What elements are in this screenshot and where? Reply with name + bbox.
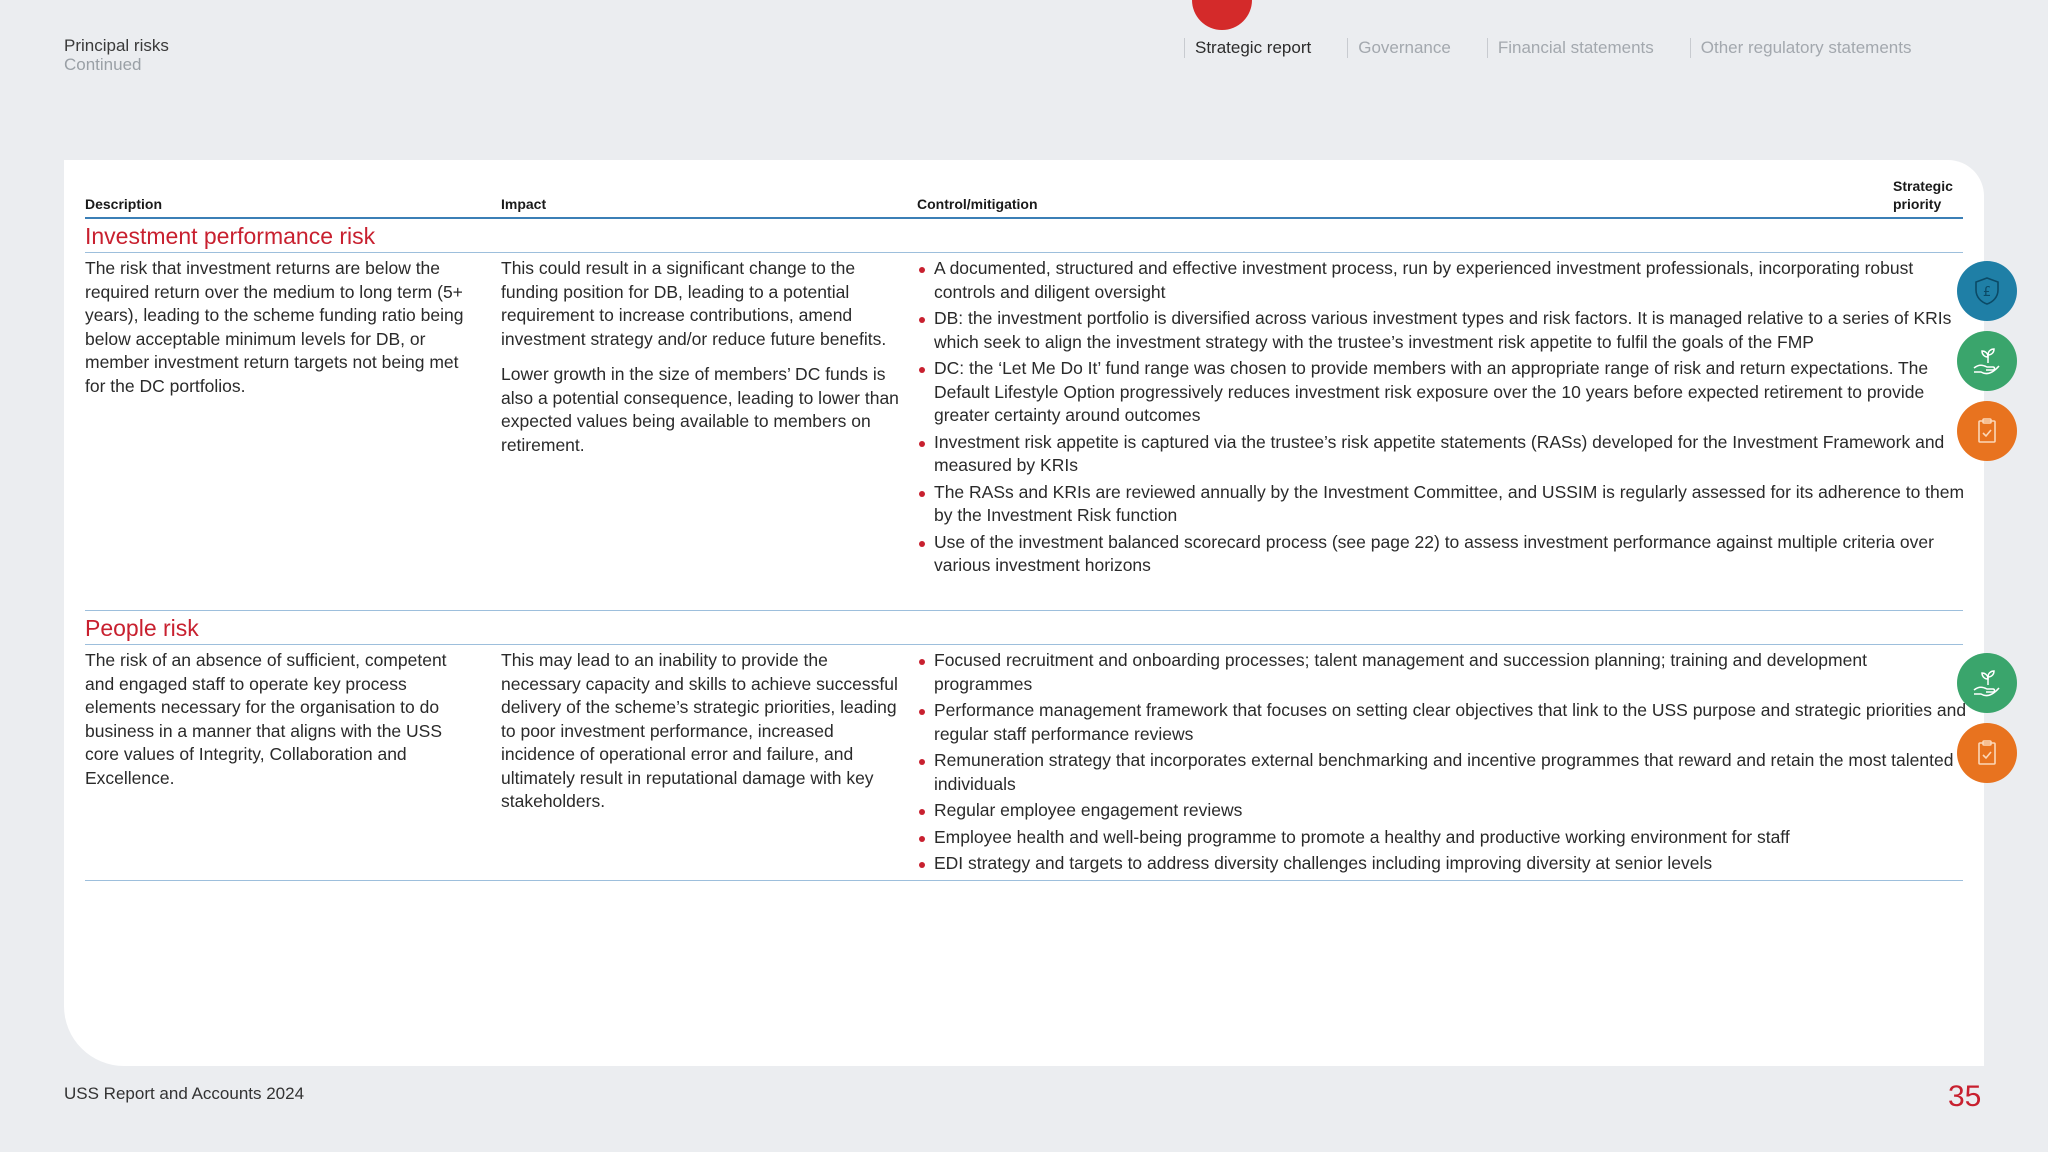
- header-strategic-priority: Strategic priority: [1893, 178, 1953, 212]
- impact-paragraph: This may lead to an inability to provide the necessary capacity and skills to achieve successful delivery of the scheme’s strategic priorities, leading to poor investment performance, increased incidence of operational error and failure, and ultimately result in reputational damage with key stakeholders.: [501, 650, 898, 811]
- header-impact: Impact: [501, 196, 547, 212]
- table-row: [85, 253, 1992, 611]
- control-item: Focused recruitment and onboarding processes; talent management and succession planning; training and development programmes: [917, 649, 1967, 696]
- control-item: Use of the investment balanced scorecard process (see page 22) to assess investment performance against multiple criteria over various investment horizons: [917, 531, 1967, 578]
- control-item: Performance management framework that focuses on setting clear objectives that link to the USS purpose and strategic priorities and regular staff performance reviews: [917, 699, 1967, 746]
- content-card: [64, 160, 1992, 1066]
- risk-description: The risk of an absence of sufficient, competent and engaged staff to operate key process elements necessary for the organisation to do business in a manner that aligns with the USS core values of Integrity, Collaboration and Excellence.: [85, 650, 447, 788]
- control-item: DC: the ‘Let Me Do It’ fund range was chosen to provide members with an appropriate range of risk and return expectations. The Default Lifestyle Option progressively reduces investment risk exposure over the 10 years before expected retirement to provide greater certainty around outcomes: [917, 357, 1967, 428]
- risk-table: [85, 160, 1992, 881]
- control-item: The RASs and KRIs are reviewed annually by the Investment Committee, and USSIM is regularly assessed for its adherence to them by the Investment Risk function: [917, 481, 1967, 528]
- control-item: Regular employee engagement reviews: [917, 799, 1967, 823]
- control-item: Remuneration strategy that incorporates external benchmarking and incentive programmes that reward and retain the most talented individuals: [917, 749, 1967, 796]
- table-body: [85, 219, 1992, 881]
- breadcrumb-section: Principal risks: [64, 36, 169, 55]
- risk-impact: [501, 257, 901, 457]
- table-header: [85, 160, 1963, 219]
- control-item: A documented, structured and effective investment process, run by experienced investment professionals, incorporating robust controls and diligent oversight: [917, 257, 1967, 304]
- breadcrumb-subsection: Continued: [64, 55, 142, 74]
- strategic-priority-icons: [1957, 653, 2019, 793]
- header-description: Description: [85, 196, 163, 212]
- pound-shield-icon: [1957, 261, 2017, 321]
- risk-controls: [917, 649, 1967, 879]
- control-list: [917, 649, 1967, 876]
- header-control: Control/mitigation: [917, 196, 1038, 212]
- risk-impact: [501, 649, 901, 814]
- impact-paragraph: This could result in a significant change to the funding position for DB, leading to a potential requirement to increase contributions, amend investment strategy and/or reduce future benefits.: [501, 258, 887, 349]
- hand-plant-icon: [1957, 653, 2017, 713]
- nav-strategic-report[interactable]: Strategic report: [1184, 38, 1311, 58]
- clipboard-check-icon: [1957, 401, 2017, 461]
- nav-financial-statements[interactable]: Financial statements: [1487, 38, 1654, 58]
- active-section-marker: [1192, 0, 1252, 30]
- risk-section-title: Investment performance risk: [85, 219, 1963, 253]
- svg-text:£: £: [1982, 285, 1992, 300]
- risk-section-title: People risk: [85, 611, 1963, 645]
- hand-plant-icon: [1957, 331, 2017, 391]
- control-list: [917, 257, 1967, 578]
- control-item: DB: the investment portfolio is diversified across various investment types and risk factors. It is managed relative to a series of KRIs which seek to align the investment strategy with the trustee’s investment risk appetite to fulfil the goals of the FMP: [917, 307, 1967, 354]
- risk-controls: [917, 257, 1967, 581]
- nav-other-regulatory-statements[interactable]: Other regulatory statements: [1690, 38, 1912, 58]
- breadcrumb: [64, 36, 169, 74]
- control-item: Employee health and well-being programme to promote a healthy and productive working environment for staff: [917, 826, 1967, 850]
- table-row: [85, 645, 1967, 881]
- nav-governance[interactable]: Governance: [1347, 38, 1451, 58]
- risk-description: The risk that investment returns are below the required return over the medium to long term (5+ years), leading to the scheme funding ratio being below acceptable minimum levels for DB, or member investment return targets not being met for the DC portfolios.: [85, 258, 464, 396]
- control-item: EDI strategy and targets to address diversity challenges including improving diversity at senior levels: [917, 852, 1967, 876]
- top-navigation: [1184, 38, 1947, 58]
- control-item: Investment risk appetite is captured via the trustee’s risk appetite statements (RASs) developed for the Investment Framework and measured by KRIs: [917, 431, 1967, 478]
- footer-report-title: USS Report and Accounts 2024: [64, 1084, 305, 1103]
- impact-paragraph: Lower growth in the size of members’ DC funds is also a potential consequence, leading to lower than expected values being available to members on retirement.: [501, 364, 899, 455]
- strategic-priority-icons: [1957, 261, 2019, 471]
- clipboard-check-icon: [1957, 723, 2017, 783]
- page-number: 35: [1948, 1080, 1982, 1113]
